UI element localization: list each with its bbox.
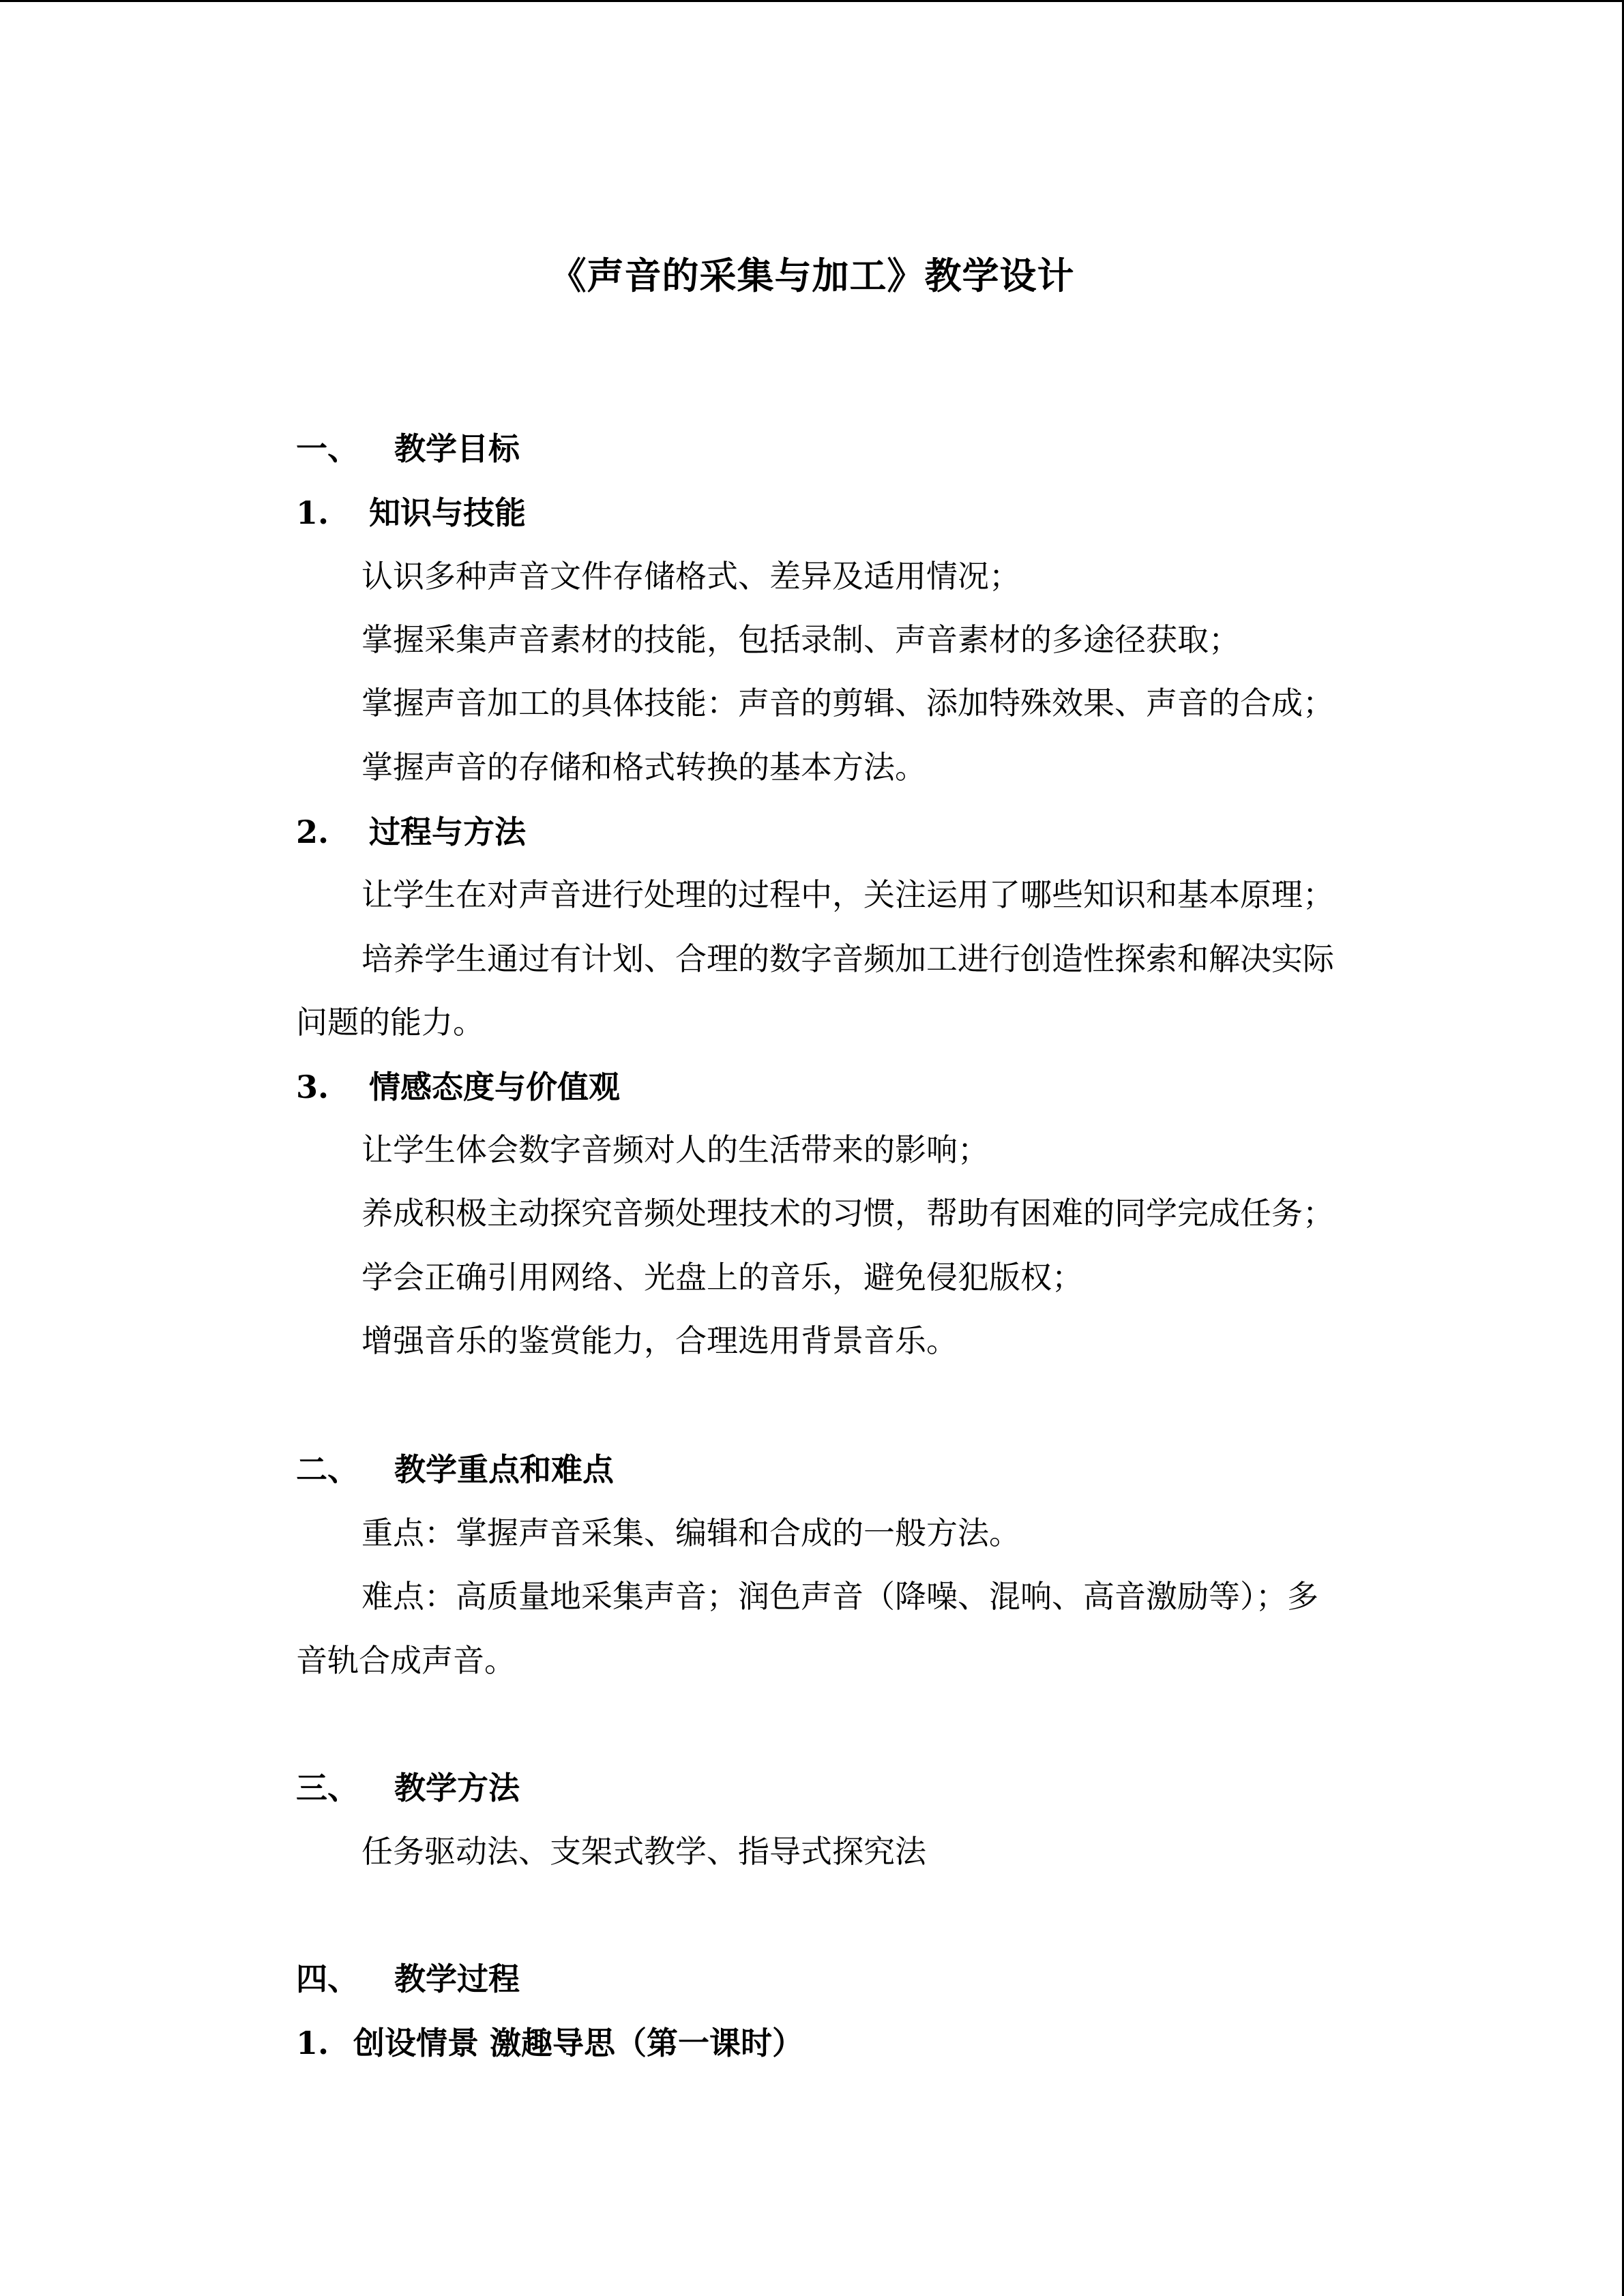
paragraph-line: 培养学生通过有计划、合理的数字音频加工进行创造性探索和解决实际 bbox=[361, 940, 1334, 977]
section-title: 教学重点和难点 bbox=[394, 1451, 614, 1488]
paragraph-line: 增强音乐的鉴赏能力，合理选用背景音乐。 bbox=[361, 1322, 958, 1359]
paragraph-line: 认识多种声音文件存储格式、差异及适用情况； bbox=[361, 558, 1020, 595]
document-title: 《声音的采集与加工》教学设计 bbox=[549, 254, 1075, 297]
section-number: 二、 bbox=[296, 1451, 359, 1488]
paragraph-line: 问题的能力。 bbox=[296, 1004, 484, 1041]
paragraph-line: 养成积极主动探究音频处理技术的习惯，帮助有困难的同学完成任务； bbox=[361, 1195, 1334, 1232]
subsection-title: 创设情景 激趣导思（第一课时） bbox=[353, 2025, 804, 2061]
subsection-number: 2. bbox=[296, 814, 329, 850]
section-number: 三、 bbox=[296, 1770, 359, 1806]
paragraph-line: 音轨合成声音。 bbox=[296, 1642, 516, 1679]
subsection-number: 1. bbox=[296, 494, 329, 531]
subsection-title: 知识与技能 bbox=[369, 494, 526, 531]
paragraph-line: 掌握声音加工的具体技能：声音的剪辑、添加特殊效果、声音的合成； bbox=[361, 685, 1334, 721]
subsection-number: 1. bbox=[296, 2025, 329, 2061]
section-title: 教学目标 bbox=[394, 430, 520, 467]
section-title: 教学方法 bbox=[394, 1770, 520, 1806]
paragraph-line: 学会正确引用网络、光盘上的音乐，避免侵犯版权； bbox=[361, 1259, 1083, 1296]
paragraph-line: 任务驱动法、支架式教学、指导式探究法 bbox=[361, 1833, 926, 1870]
section-number: 一、 bbox=[296, 430, 359, 467]
subsection-title: 过程与方法 bbox=[369, 814, 526, 850]
section-title: 教学过程 bbox=[394, 1960, 520, 1997]
subsection-title: 情感态度与价值观 bbox=[369, 1069, 620, 1105]
paragraph-line: 掌握采集声音素材的技能，包括录制、声音素材的多途径获取； bbox=[361, 621, 1240, 658]
section-number: 四、 bbox=[296, 1960, 359, 1997]
paragraph-line: 掌握声音的存储和格式转换的基本方法。 bbox=[361, 749, 926, 786]
paragraph-line: 难点：高质量地采集声音；润色声音（降噪、混响、高音激励等）；多 bbox=[361, 1578, 1318, 1615]
page-top-border bbox=[0, 0, 1624, 2]
paragraph-line: 让学生体会数字音频对人的生活带来的影响； bbox=[361, 1131, 989, 1168]
paragraph-line: 重点：掌握声音采集、编辑和合成的一般方法。 bbox=[361, 1515, 1020, 1551]
paragraph-line: 让学生在对声音进行处理的过程中，关注运用了哪些知识和基本原理； bbox=[361, 876, 1334, 913]
subsection-number: 3. bbox=[296, 1069, 329, 1105]
